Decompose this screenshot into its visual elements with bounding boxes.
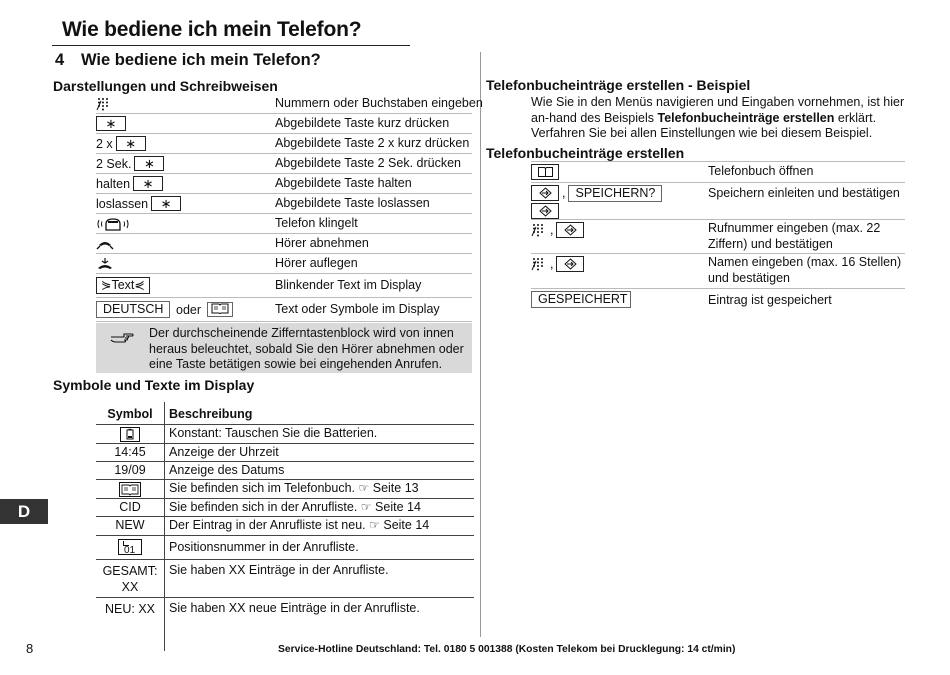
notation-desc: Abgebildete Taste 2 Sek. drücken [275,156,462,170]
column-divider [480,52,481,637]
symbol-desc: Sie befinden sich in der Anrufliste. [169,500,358,514]
notation-row [96,234,472,254]
page-reference[interactable]: Seite 14 [383,518,430,532]
notation-row [96,274,472,298]
keypad-icon [96,97,112,111]
footer-hotline: Service-Hotline Deutschland: Tel. 0180 5 001388 (Kosten Telekom bei Drucklegung: 14 ct/min) [278,644,736,655]
hint-text: Der durchscheinende Zifferntastenblock wird von innen heraus beleuchtet, sobald Sie den Hörer abnehmen oder eine Taste betätigen sowie bei eingehenden Anrufen. [149,326,464,371]
table-row [96,425,474,444]
phonebook-symbol-icon [207,302,233,317]
steps-heading: Telefonbucheinträge erstellen [486,145,685,161]
title-rule [52,45,410,46]
header-description: Beschreibung [169,407,253,421]
intro-text: erklärt. Verfahren Sie bei allen Einstellungen wie bei diesem Beispiel. [531,110,877,140]
notation-desc: Text oder Symbole im Display [275,302,440,316]
blink-mark-icon: ⋞ [134,278,145,292]
notation-prefix: halten [96,176,131,191]
table-row [96,536,474,560]
notation-row [96,114,472,134]
intro-text: Wie Sie in den Menüs navigieren und Eingaben vornehmen, ist hier an-hand des Beispiels [531,95,905,125]
step-row [531,254,905,289]
step-desc: Eintrag ist gespeichert [708,293,832,307]
language-tab: D [0,499,48,524]
table-row [96,517,474,536]
page-reference[interactable]: Seite 14 [375,500,421,514]
notation-desc: Abgebildete Taste 2 x kurz drücken [275,136,470,150]
notation-row [96,194,472,214]
step-row [531,161,905,183]
step-row [531,220,905,254]
step-row [531,289,905,311]
notation-desc: Blinkender Text im Display [275,278,422,292]
notation-table [96,94,483,322]
comma-separator: , [550,257,554,271]
symbol-text: 14:45 [114,445,146,459]
symbol-desc-with-ref [169,500,421,514]
notation-row [96,254,472,274]
display-text-box: SPEICHERN? [568,185,662,202]
handset-hangup-icon [96,257,114,271]
star-key-icon: ∗ [96,116,126,131]
blinking-text-display [96,277,150,294]
page-reference[interactable]: Seite 13 [372,481,419,495]
symbol-desc: Sie haben XX neue Einträge in der Anrufliste. [169,601,420,615]
ok-key-icon [531,185,559,201]
symbol-desc: Anzeige der Uhrzeit [169,445,279,459]
symbol-text: GESAMT: XX [102,564,158,594]
star-key-icon: ∗ [116,136,146,151]
table-row [96,560,474,598]
symbols-heading: Symbole und Texte im Display [53,377,255,393]
intro-paragraph [531,95,907,142]
notation-desc: Abgebildete Taste halten [275,176,412,190]
symbols-table [96,402,474,637]
page-title: Wie bediene ich mein Telefon? [62,18,362,41]
phonebook-icon [119,482,141,497]
notation-desc: Abgebildete Taste kurz drücken [275,116,450,130]
intro-bold: Telefonbucheinträge erstellen [657,110,835,125]
table-row [96,462,474,480]
ringing-phone-icon [96,216,130,232]
notation-row [96,134,472,154]
blink-mark-icon: ⋟ [101,278,112,292]
position-number-icon [118,539,142,555]
comma-separator: , [562,186,566,200]
step-desc: Rufnummer eingeben (max. 22 Ziffern) und bestätigen [708,221,881,251]
page-number: 8 [26,641,34,656]
symbol-desc: Sie haben XX Einträge in der Anrufliste. [169,563,389,577]
notation-row [96,214,472,234]
chapter-title: Wie bediene ich mein Telefon? [81,51,321,69]
table-header-row [96,402,474,425]
table-row [96,598,474,637]
symbol-desc: Sie befinden sich im Telefonbuch. [169,481,355,495]
steps-table [531,161,905,311]
star-key-icon: ∗ [151,196,181,211]
chapter-number: 4 [55,51,65,69]
display-text-box: GESPEICHERT [531,291,631,308]
notation-desc: Abgebildete Taste loslassen [275,196,430,210]
symbol-text: NEU: XX [104,602,155,616]
symbol-text: 19/09 [114,463,146,477]
notation-desc: Telefon klingelt [275,216,358,230]
symbol-desc: Positionsnummer in der Anrufliste. [169,540,359,554]
star-key-icon: ∗ [134,156,164,171]
step-desc: Speichern einleiten und bestätigen [708,186,900,200]
blinking-text-label: Text [111,278,135,292]
notation-prefix: loslassen [96,196,149,211]
pointing-hand-icon: ☞ [369,518,380,532]
symbol-desc: Anzeige des Datums [169,463,285,477]
ok-key-icon [556,256,584,272]
symbol-desc: Der Eintrag in der Anrufliste ist neu. [169,518,366,532]
keypad-icon [531,223,547,237]
notation-row [96,298,472,322]
table-row [96,444,474,462]
example-heading: Telefonbucheinträge erstellen - Beispiel [486,77,751,93]
notation-prefix: 2 Sek. [96,156,132,171]
step-desc: Namen eingeben (max. 16 Stellen) und bestätigen [708,255,902,285]
symbol-text: CID [119,500,141,514]
battery-icon [120,427,140,442]
symbol-desc-with-ref [169,481,419,495]
header-symbol: Symbol [107,407,153,421]
step-row [531,183,905,220]
notation-row [96,94,483,114]
hint-box [96,323,472,373]
table-row [96,499,474,517]
notation-desc: Nummern oder Buchstaben eingeben [275,96,483,110]
notation-row [96,174,472,194]
handset-lift-icon [96,237,114,251]
chapter-heading [55,51,321,70]
keypad-icon [531,257,547,271]
ok-key-icon [531,203,559,219]
symbol-desc: Konstant: Tauschen Sie die Batterien. [169,426,378,440]
table-row [96,480,474,499]
comma-separator: , [550,223,554,237]
position-number-text: 01 [124,545,136,556]
ok-key-icon [556,222,584,238]
notation-desc: Hörer auflegen [275,256,358,270]
notation-connector: oder [176,302,202,317]
pointing-hand-icon: ☞ [360,500,372,514]
display-text-box: DEUTSCH [96,301,170,318]
pointing-hand-icon [110,331,134,345]
star-key-icon: ∗ [133,176,163,191]
phonebook-key-icon [531,164,559,180]
pointing-hand-icon: ☞ [358,481,370,495]
notation-heading: Darstellungen und Schreibweisen [53,78,278,94]
notation-desc: Hörer abnehmen [275,236,369,250]
notation-prefix: 2 x [96,136,113,151]
symbol-text: NEW [115,518,145,532]
symbol-desc-with-ref [169,518,429,532]
notation-row [96,154,472,174]
step-desc: Telefonbuch öffnen [708,164,814,178]
